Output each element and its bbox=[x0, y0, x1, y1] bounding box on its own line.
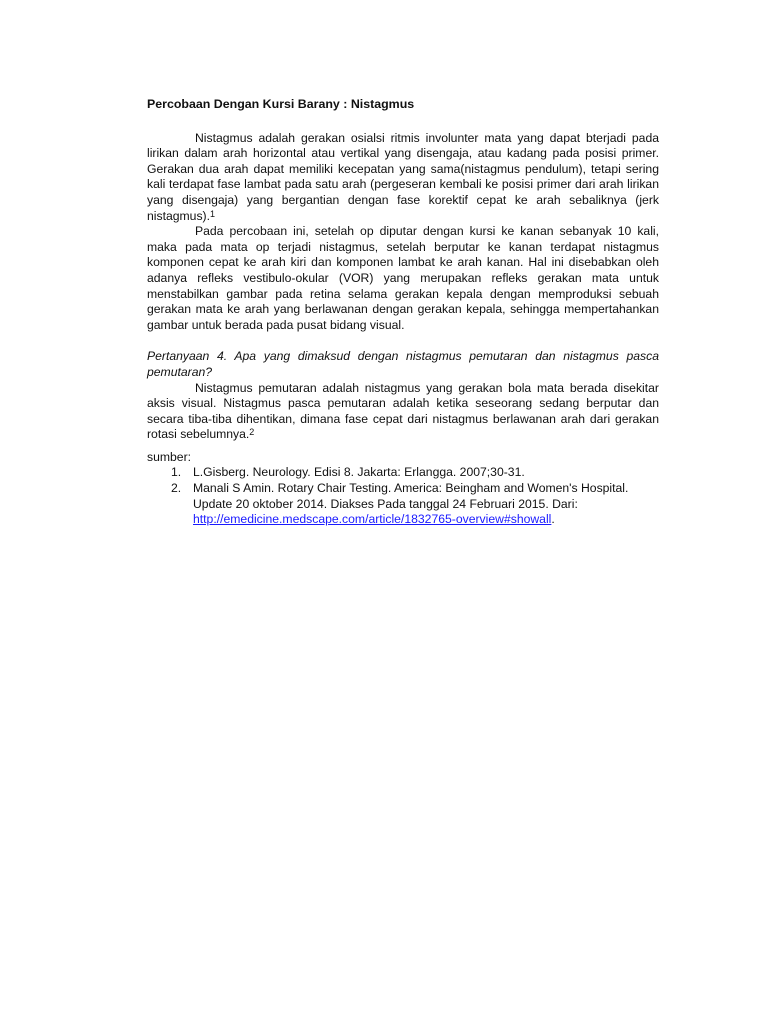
footnote-marker-1: 1 bbox=[210, 208, 216, 219]
question-4: Pertanyaan 4. Apa yang dimaksud dengan nistagmus pemutaran dan nistagmus pasca pemutaran? bbox=[147, 349, 659, 379]
paragraph-spacer bbox=[147, 333, 659, 349]
answer-4 bbox=[147, 381, 659, 443]
reference-link[interactable]: http://emedicine.medscape.com/article/1832765-overview#showall bbox=[193, 512, 552, 527]
answer-4-text: Nistagmus pemutaran adalah nistagmus yang gerakan bola mata berada disekitar aksis visual. Nistagmus pasca pemutaran adalah ketika seseorang sedang berputar dan secara tiba-tiba dihentikan, dimana fase cepat dari nistagmus berlawanan arah dari gerakan rotasi sebelumnya. bbox=[147, 380, 659, 442]
reference-list bbox=[147, 465, 659, 527]
reference-number: 1. bbox=[171, 465, 182, 480]
reference-number: 2. bbox=[171, 481, 182, 496]
sources-label: sumber: bbox=[147, 449, 192, 464]
reference-text: L.Gisberg. Neurology. Edisi 8. Jakarta: Erlangga. 2007;30-31. bbox=[193, 465, 525, 480]
paragraph-experiment: Pada percobaan ini, setelah op diputar dengan kursi ke kanan sebanyak 10 kali, maka pada mata op terjadi nistagmus, setelah berputar ke kanan terdapat nistagmus komponen cepat ke arah kiri dan komponen lambat ke arah kanan. Hal ini disebabkan oleh adanya refleks vestibulo-okular (VOR) yang merupakan refleks gerakan mata untuk menstabilkan gambar pada retina selama gerakan kepala dengan memproduksi sebuah gerakan mata ke arah yang berlawanan dengan gerakan kepala, sehingga mempertahankan gambar untuk berada pada pusat bidang visual. bbox=[147, 224, 659, 332]
document-title: Percobaan Dengan Kursi Barany : Nistagmus bbox=[147, 97, 415, 111]
reference-item bbox=[147, 481, 659, 528]
document-body bbox=[147, 97, 659, 528]
reference-item bbox=[147, 465, 659, 481]
reference-suffix: . bbox=[551, 512, 555, 527]
paragraph-definition-text: Nistagmus adalah gerakan osialsi ritmis involunter mata yang dapat bterjadi pada lirikan dalam arah horizontal atau vertikal yang disengaja, atau kadang pada posisi primer. Gerakan dua arah dapat memiliki kecepatan yang sama(nistagmus pendulum), tetapi sering kali terdapat fase lambat pada satu arah (pergeseran kembali ke posisi primer dari arah lirikan yang disengaja) yang bergantian dengan fase korektif cepat ke arah sebaliknya (jerk nistagmus). bbox=[147, 130, 659, 223]
paragraph-definition bbox=[147, 131, 659, 225]
reference-text: Manali S Amin. Rotary Chair Testing. America: Beingham and Women's Hospital. Update 20 oktober 2014. Diakses Pada tanggal 24 Februari 2015. Dari: bbox=[193, 481, 629, 511]
footnote-marker-2: 2 bbox=[249, 427, 255, 438]
